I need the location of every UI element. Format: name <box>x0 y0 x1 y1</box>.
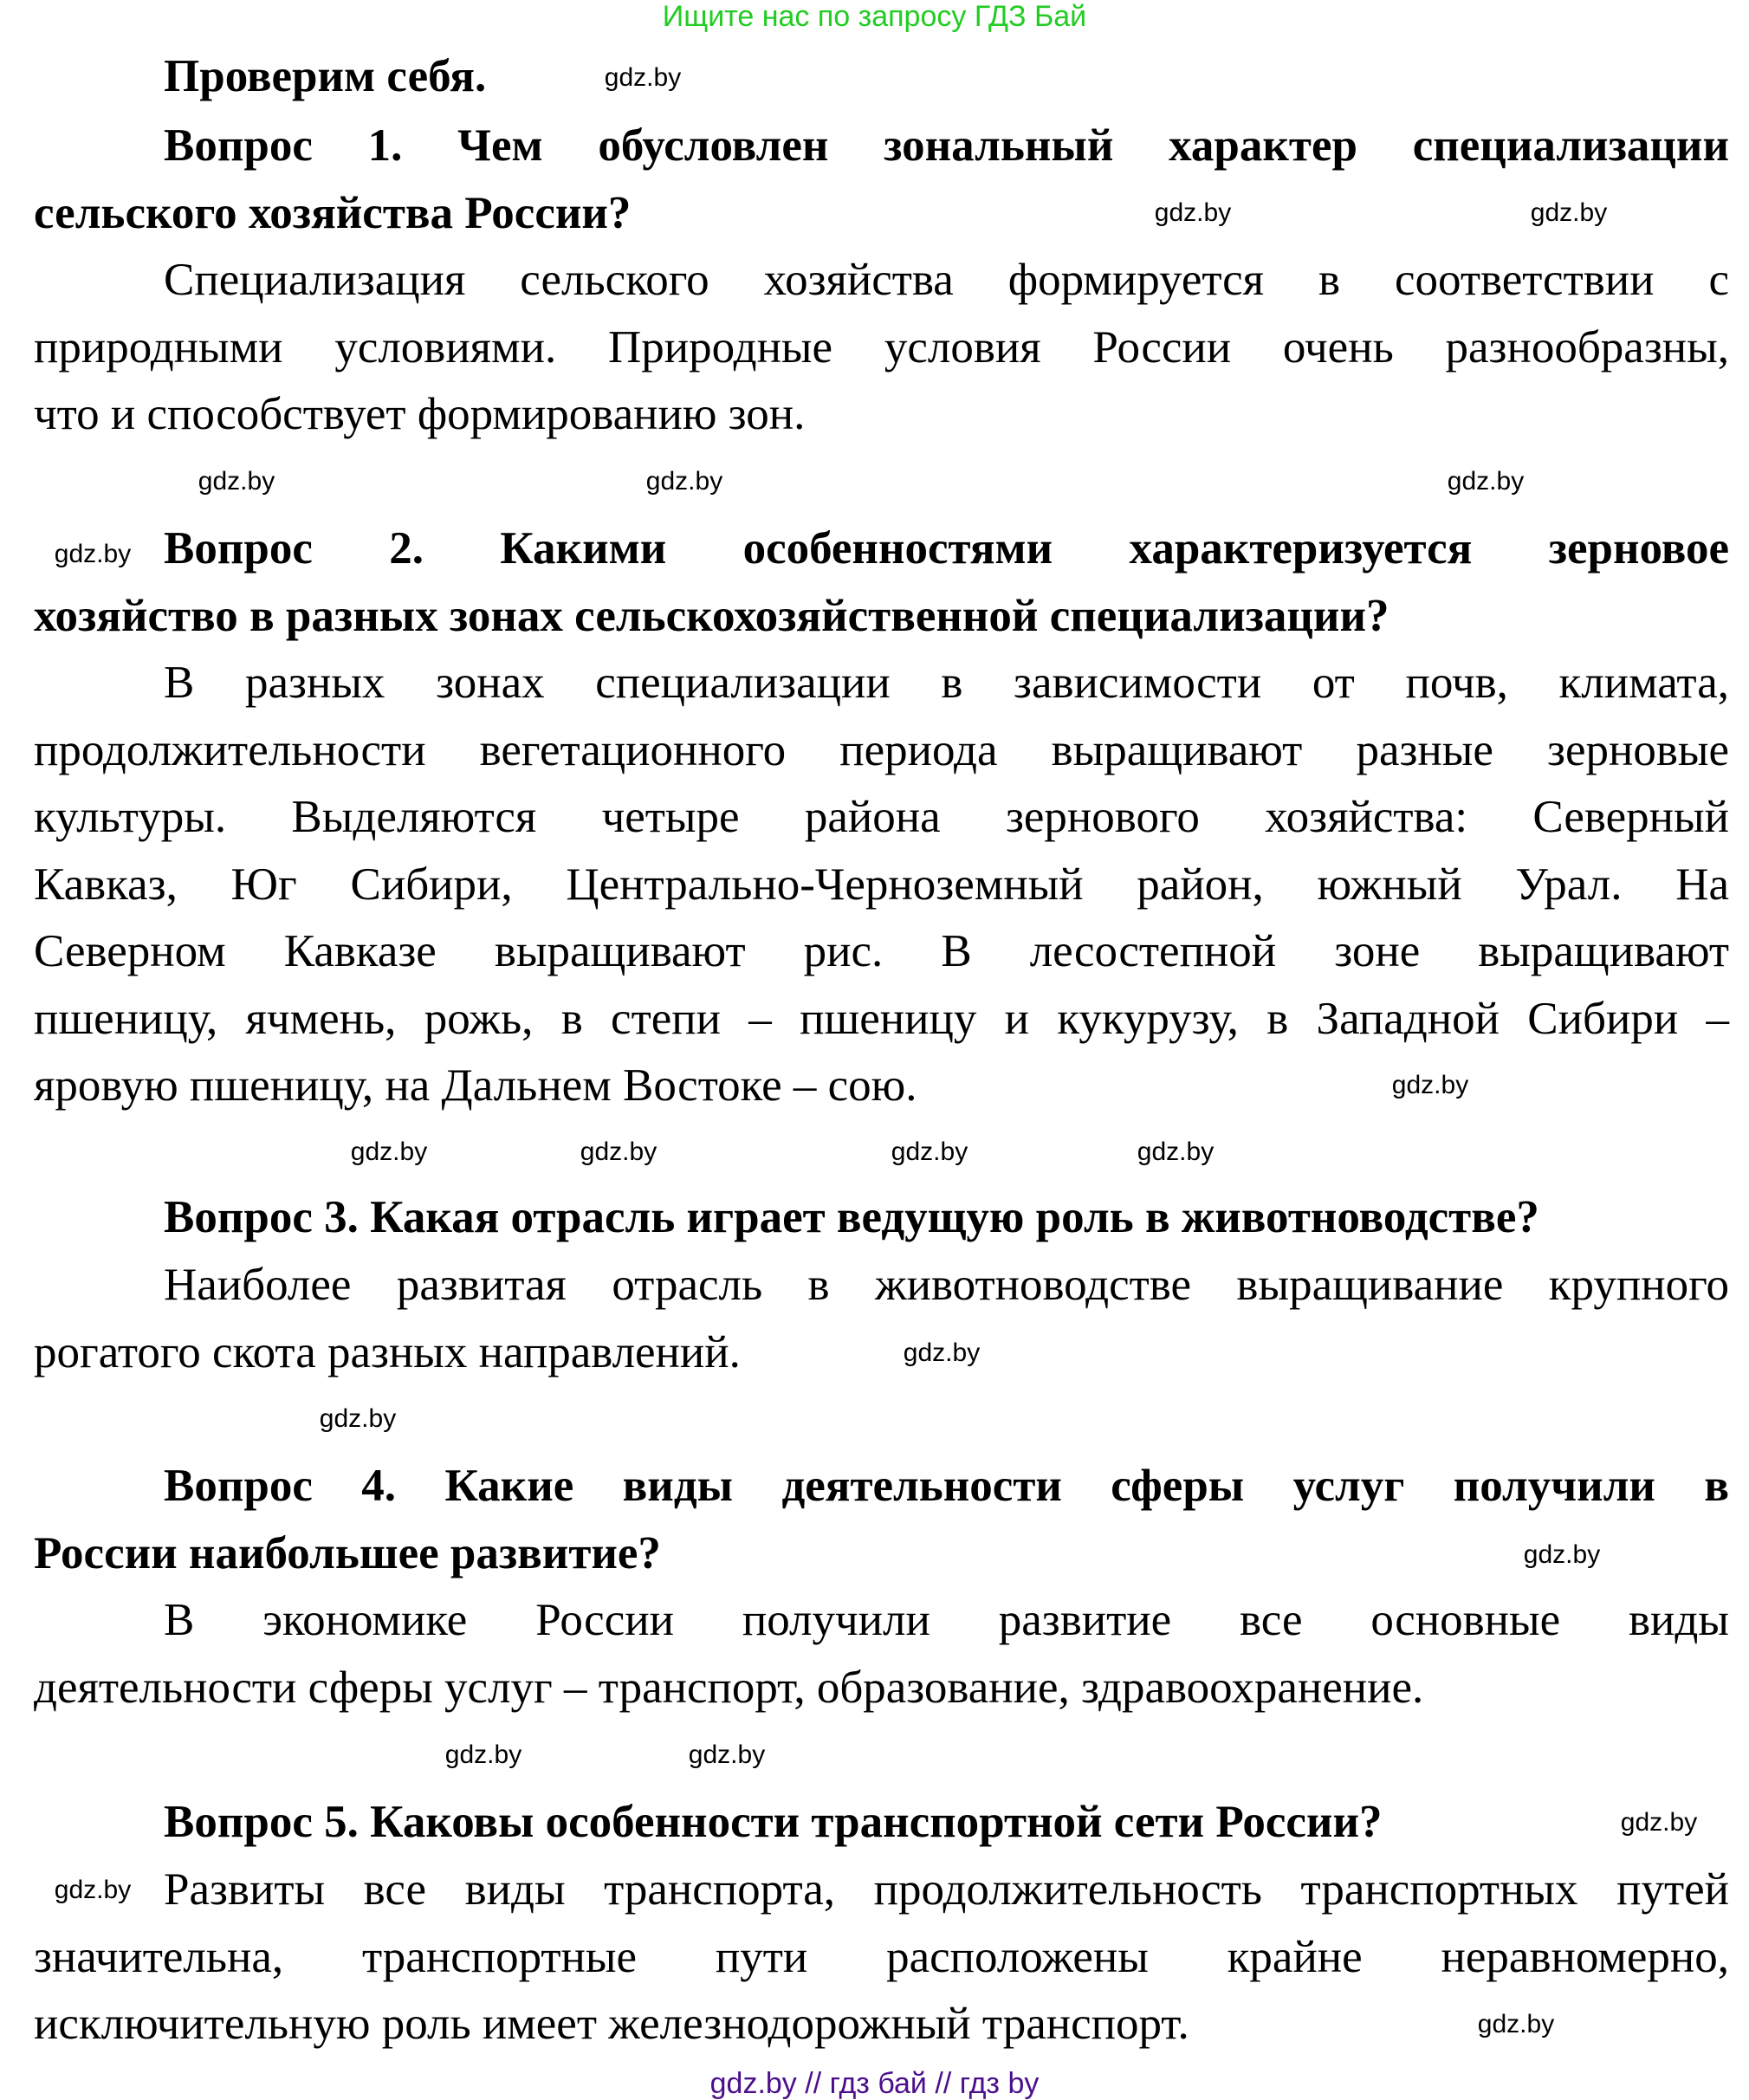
answer-line: Наиболее развитая отрасль в животноводстве выращивание крупного <box>164 1260 1729 1310</box>
answer-line: природными условиями. Природные условия России очень разнообразны, <box>34 321 1729 373</box>
answer-line: исключительную роль имеет железнодорожный транспорт. <box>34 1999 1189 2049</box>
watermark: gdz.by <box>1447 467 1525 496</box>
answer-line: деятельности сферы услуг – транспорт, образование, здравоохранение. <box>34 1662 1424 1713</box>
watermark: gdz.by <box>1477 2010 1555 2038</box>
footer-banner: gdz.by // гдз бай // гдз by <box>709 2067 1040 2100</box>
watermark: gdz.by <box>580 1138 657 1166</box>
watermark: gdz.by <box>319 1404 397 1433</box>
answer-block <box>34 1857 1729 2058</box>
question-line: Вопрос 1. Чем обусловлен зональный характер специализации <box>164 120 1729 171</box>
answer-block <box>34 650 1729 1120</box>
watermark: gdz.by <box>1530 198 1608 227</box>
watermark: gdz.by <box>1137 1138 1215 1166</box>
question-block <box>34 515 1729 650</box>
section-title-block <box>34 43 1729 111</box>
search-banner: Ищите нас по запросу ГДЗ Бай <box>662 0 1087 33</box>
question-block <box>34 1184 1729 1252</box>
answer-line: значительна, транспортные пути расположены крайне неравномерно, <box>34 1931 1729 1982</box>
answer-line: В разных зонах специализации в зависимости от почв, климата, <box>164 658 1729 708</box>
answer-line: продолжительности вегетационного периода выращивают разные зерновые <box>34 724 1729 775</box>
watermark: gdz.by <box>891 1138 968 1166</box>
question-line: Вопрос 3. Какая отрасль играет ведущую роль в животноводстве? <box>164 1192 1539 1242</box>
watermark: gdz.by <box>444 1740 522 1769</box>
watermark: gdz.by <box>54 1876 132 1904</box>
watermark: gdz.by <box>54 540 132 568</box>
question-line: Вопрос 2. Какими особенностями характеризуется зерновое <box>164 523 1729 574</box>
question-block <box>34 1453 1729 1587</box>
watermark: gdz.by <box>903 1338 981 1367</box>
answer-block <box>34 1587 1729 1721</box>
watermark: gdz.by <box>1620 1808 1698 1837</box>
answer-line: Развиты все виды транспорта, продолжительность транспортных путей <box>164 1864 1729 1915</box>
watermark: gdz.by <box>645 467 723 496</box>
answer-block <box>34 247 1729 449</box>
watermark: gdz.by <box>604 63 682 92</box>
watermark: gdz.by <box>350 1138 428 1166</box>
question-line: хозяйство в разных зонах сельскохозяйственной специализации? <box>34 590 1389 641</box>
answer-line: Северном Кавказе выращивают рис. В лесостепной зоне выращивают <box>34 926 1729 976</box>
question-block <box>34 113 1729 247</box>
answer-line: что и способствует формированию зон. <box>34 389 806 439</box>
answer-line: культуры. Выделяются четыре района зернового хозяйства: Северный <box>34 792 1729 842</box>
watermark: gdz.by <box>688 1740 766 1769</box>
section-title: Проверим себя. <box>164 51 487 101</box>
question-block <box>34 1789 1729 1857</box>
watermark: gdz.by <box>1154 198 1232 227</box>
answer-line: рогатого скота разных направлений. <box>34 1326 741 1377</box>
answer-line: В экономике России получили развитие все основные виды <box>164 1595 1729 1645</box>
watermark: gdz.by <box>198 467 275 496</box>
answer-line: яровую пшеницу, на Дальнем Востоке – сою. <box>34 1060 917 1111</box>
answer-line: Кавказ, Юг Сибири, Центрально-Черноземный район, южный Урал. На <box>34 859 1729 910</box>
question-line: Вопрос 4. Какие виды деятельности сферы услуг получили в <box>164 1461 1729 1511</box>
question-line: сельского хозяйства России? <box>34 187 632 238</box>
question-line: России наибольшее развитие? <box>34 1527 661 1578</box>
answer-line: Специализация сельского хозяйства формируется в соответствии с <box>164 255 1729 305</box>
answer-line: пшеницу, ячмень, рожь, в степи – пшеницу и кукурузу, в Западной Сибири – <box>34 993 1729 1044</box>
watermark: gdz.by <box>1523 1540 1601 1569</box>
answer-block <box>34 1252 1729 1386</box>
watermark: gdz.by <box>1391 1071 1469 1099</box>
question-line: Вопрос 5. Каковы особенности транспортной сети России? <box>164 1797 1383 1847</box>
